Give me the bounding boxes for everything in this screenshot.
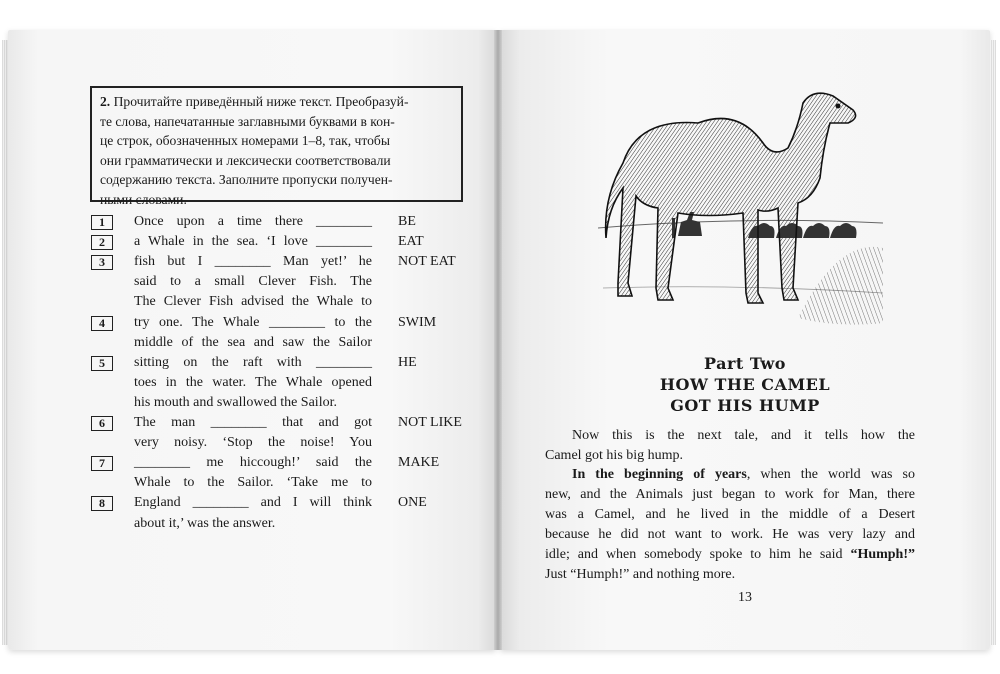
paragraph-2-bold-phrase: In the beginning of years (572, 467, 747, 482)
exercise-text: toes in the water. The Whale opened (134, 374, 372, 390)
exercise-line (0, 393, 496, 413)
exercise-line (0, 453, 496, 473)
line-number-box: 1 (91, 215, 113, 230)
paragraph-1 (545, 426, 915, 466)
transform-word: NOT LIKE (398, 415, 462, 430)
task-line-2: те слова, напечатанные заглавными буквами в кон- (100, 113, 395, 129)
line-number-box: 3 (91, 255, 113, 270)
exercise-line (0, 413, 496, 433)
transform-word: HE (398, 354, 417, 370)
paragraph-2-line-6: Just “Humph!” and nothing more. (545, 567, 736, 582)
page-edges-right (990, 40, 996, 645)
transform-word: SWIM (398, 314, 437, 330)
line-number-box: 8 (91, 496, 113, 511)
exercise-line (0, 353, 496, 373)
task-number: 2. (100, 94, 111, 109)
exercise-line (0, 473, 496, 493)
exercise-text: Whale to the Sailor. ‘Take me to (134, 475, 372, 491)
exercise-line (0, 493, 496, 513)
line-number-box: 2 (91, 235, 113, 250)
task-line-4: они грамматически и лексически соответствовали (100, 152, 391, 168)
exercise-text: sitting on the raft with ________ (134, 354, 372, 370)
paragraph-2-line-5-text: idle; and when somebody spoke to him he said (545, 547, 843, 562)
camel-illustration (598, 88, 883, 338)
exercise-text: said to a small Clever Fish. The (134, 274, 372, 290)
exercise-line (0, 292, 496, 312)
task-instructions-box (90, 86, 463, 207)
exercise-text: his mouth and swallowed the Sailor. (134, 394, 337, 410)
transform-word: BE (398, 214, 416, 229)
page-number: 13 (738, 590, 752, 605)
exercise-line (0, 514, 496, 534)
exercise-text: a Whale in the sea. ‘I love ________ (134, 234, 372, 250)
exercise-text: try one. The Whale ________ to the (134, 314, 372, 330)
exercise-line (0, 313, 496, 333)
line-number-box: 5 (91, 356, 113, 371)
exercise-text: ________ me hiccough!’ said the (134, 455, 372, 471)
task-line-3: це строк, обозначенных номерами 1–8, так, чтобы (100, 133, 390, 149)
transform-word: ONE (398, 495, 427, 511)
paragraph-2 (545, 465, 915, 585)
exercise-line (0, 433, 496, 453)
task-line-5: содержанию текста. Заполните пропуски получен- (100, 172, 393, 188)
task-line-1: Прочитайте приведённый ниже текст. Преобразуй- (113, 94, 409, 109)
exercise-line (0, 232, 496, 252)
exercise-text: middle of the sea and saw the Sailor (134, 334, 372, 350)
line-number-box: 4 (91, 316, 113, 331)
story-title-line-2: GOT HIS HUMP (670, 396, 820, 415)
exercise-text: The Clever Fish advised the Whale to (134, 294, 372, 310)
exercise-text: very noisy. ‘Stop the noise! You (134, 435, 372, 451)
task-line-6: ными словами. (100, 191, 187, 207)
story-title-line-1: HOW THE CAMEL (659, 375, 831, 394)
exercise-text: about it,’ was the answer. (134, 515, 276, 531)
paragraph-2-line-2: new, and the Animals just began to work for Man, there (545, 487, 915, 502)
transform-word: NOT EAT (398, 254, 456, 270)
exercise-line (0, 252, 496, 272)
exercise-line (0, 272, 496, 292)
exercise-text: Once upon a time there ________ (134, 214, 372, 229)
exercise-line (0, 373, 496, 393)
transform-word: MAKE (398, 455, 440, 471)
exercise-text: England ________ and I will think (134, 495, 372, 511)
paragraph-2-line-3: was a Camel, and he lived in the middle of a Desert (545, 507, 915, 522)
paragraph-2-line-1-rest: , when the world was so (746, 467, 915, 482)
transform-word: EAT (398, 234, 424, 250)
line-number-box: 7 (91, 456, 113, 471)
exercise-text: fish but I ________ Man yet!’ he (134, 254, 372, 270)
line-number-box: 6 (91, 416, 113, 431)
paragraph-1-line-2: Camel got his big hump. (545, 448, 684, 463)
exercise-text: The man ________ that and got (134, 415, 372, 430)
exercise-line (0, 212, 496, 232)
paragraph-2-line-1 (545, 465, 915, 485)
exercise-line (0, 333, 496, 353)
paragraph-1-line-1: Now this is the next tale, and it tells how the (572, 428, 915, 443)
paragraph-2-line-4: because he did not want to work. He was very lazy and (545, 527, 915, 542)
humph-bold: “Humph!” (850, 547, 916, 562)
part-heading: Part Two (704, 354, 786, 373)
paragraph-2-line-5 (545, 545, 915, 565)
